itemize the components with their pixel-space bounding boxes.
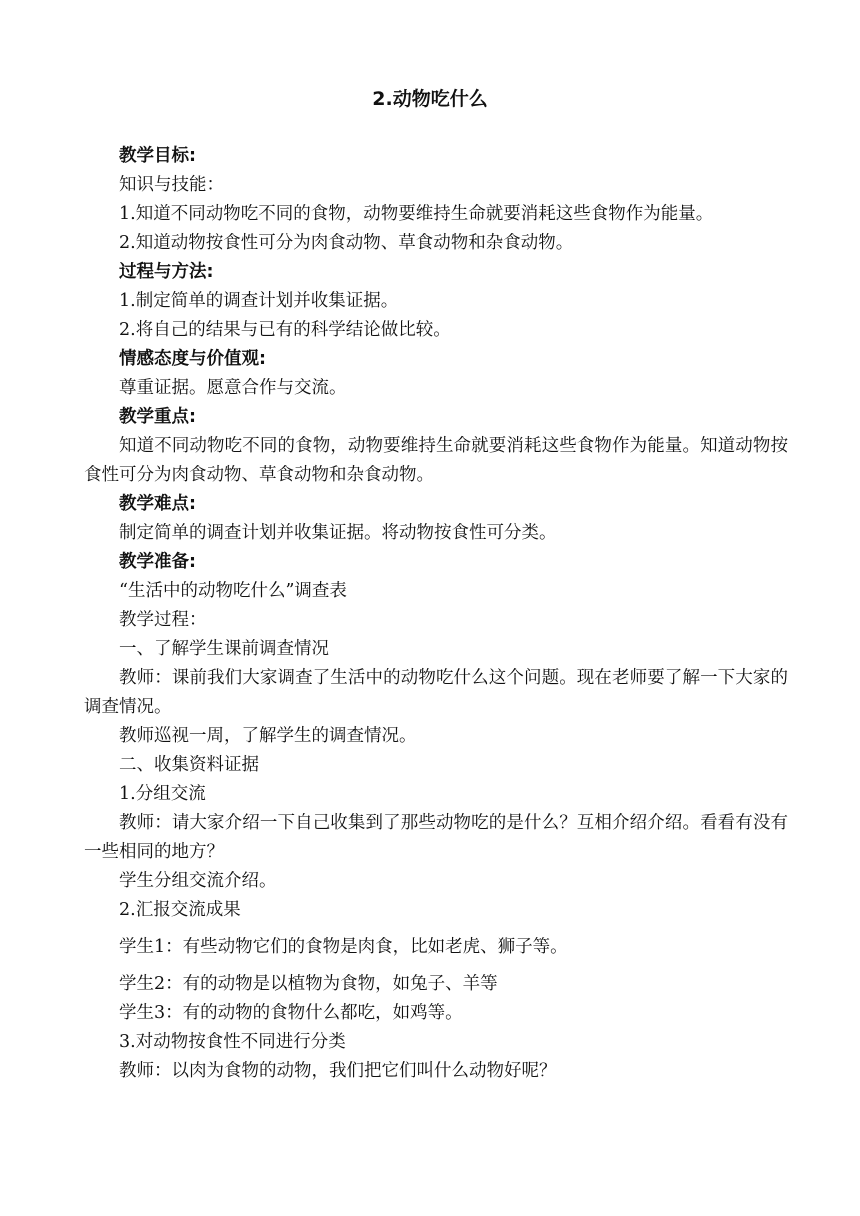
paragraph: 学生分组交流介绍。	[119, 871, 277, 891]
section-heading: 过程与方法:	[119, 262, 214, 282]
section-heading: 情感态度与价值观:	[119, 349, 266, 369]
paragraph: 知道不同动物吃不同的食物，动物要维持生命就要消耗这些食物作为能量。知道动物按食性可分为肉食动物、草食动物和杂食动物。	[84, 436, 788, 485]
paragraph: 1.知道不同动物吃不同的食物，动物要维持生命就要消耗这些食物作为能量。	[119, 204, 714, 224]
section-heading: 教学重点:	[119, 407, 196, 427]
paragraph: 2.将自己的结果与已有的科学结论做比较。	[119, 320, 451, 340]
paragraph: 1.分组交流	[119, 784, 206, 804]
section-heading: 教学准备:	[119, 552, 196, 572]
paragraph: “生活中的动物吃什么”调查表	[119, 581, 347, 601]
paragraph: 2.知道动物按食性可分为肉食动物、草食动物和杂食动物。	[119, 233, 574, 253]
paragraph: 教师：请大家介绍一下自己收集到了那些动物吃的是什么？互相介绍介绍。看看有没有一些相同的地方？	[84, 813, 788, 862]
paragraph: 一、了解学生课前调查情况	[119, 639, 329, 659]
section-heading: 教学目标:	[119, 146, 196, 166]
paragraph: 教师巡视一周，了解学生的调查情况。	[119, 726, 417, 746]
paragraph: 制定简单的调查计划并收集证据。将动物按食性可分类。	[119, 523, 557, 543]
section-heading: 教学难点:	[119, 494, 196, 514]
paragraph: 尊重证据。愿意合作与交流。	[119, 378, 347, 398]
paragraph: 学生1：有些动物它们的食物是肉食，比如老虎、狮子等。	[119, 937, 568, 957]
document-body	[84, 142, 788, 1086]
paragraph: 教师：课前我们大家调查了生活中的动物吃什么这个问题。现在老师要了解一下大家的调查情况。	[84, 668, 788, 717]
paragraph: 教学过程：	[119, 610, 207, 630]
paragraph: 教师：以肉为食物的动物，我们把它们叫什么动物好呢？	[119, 1061, 557, 1081]
paragraph: 知识与技能：	[119, 175, 224, 195]
paragraph: 学生3：有的动物的食物什么都吃，如鸡等。	[119, 1003, 463, 1023]
paragraph: 3.对动物按食性不同进行分类	[119, 1032, 346, 1052]
paragraph: 学生2：有的动物是以植物为食物，如兔子、羊等	[119, 974, 498, 994]
paragraph: 2.汇报交流成果	[119, 900, 241, 920]
paragraph: 1.制定简单的调查计划并收集证据。	[119, 291, 399, 311]
paragraph: 二、收集资料证据	[119, 755, 259, 775]
document-title: 2.动物吃什么	[372, 88, 488, 110]
